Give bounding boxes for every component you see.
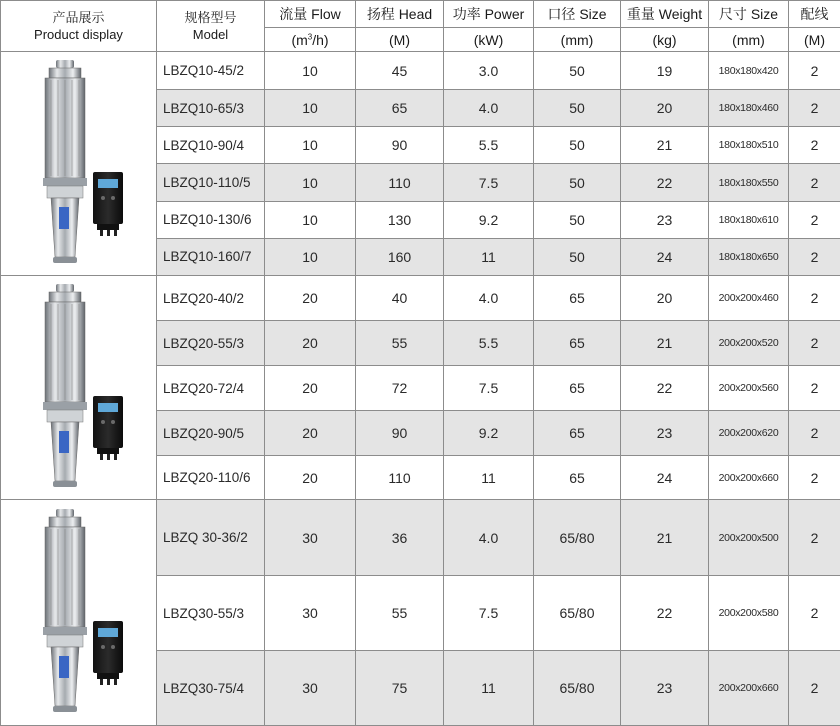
cell-weight: 19 [621, 52, 709, 90]
cell-size: 180x180x510 [709, 127, 789, 164]
cell-flow: 20 [265, 366, 356, 411]
cell-flow: 10 [265, 52, 356, 90]
cell-size: 200x200x620 [709, 411, 789, 456]
cell-model: LBZQ 30-36/2 [157, 500, 265, 576]
cell-power: 4.0 [444, 276, 534, 321]
cell-cable: 2 [789, 576, 840, 651]
cell-power: 11 [444, 456, 534, 500]
unit-weight: (kg) [621, 28, 709, 52]
cell-flow: 30 [265, 500, 356, 576]
cell-head: 55 [356, 321, 444, 366]
product-image-cell [1, 52, 157, 276]
cell-weight: 21 [621, 321, 709, 366]
cell-power: 9.2 [444, 201, 534, 238]
unit-head: (M) [356, 28, 444, 52]
cell-flow: 30 [265, 576, 356, 651]
cell-head: 65 [356, 90, 444, 127]
cell-head: 90 [356, 127, 444, 164]
cell-diameter: 50 [534, 164, 621, 201]
table-body [1, 52, 840, 726]
cell-head: 130 [356, 201, 444, 238]
cell-cable: 2 [789, 651, 840, 726]
cell-model: LBZQ10-45/2 [157, 52, 265, 90]
cell-size: 180x180x610 [709, 201, 789, 238]
cell-flow: 10 [265, 127, 356, 164]
cell-diameter: 50 [534, 52, 621, 90]
cell-power: 3.0 [444, 52, 534, 90]
header-weight: 重量 Weight [621, 1, 709, 28]
header-power: 功率 Power [444, 1, 534, 28]
cell-model: LBZQ20-90/5 [157, 411, 265, 456]
cell-diameter: 65 [534, 366, 621, 411]
cell-head: 110 [356, 456, 444, 500]
cell-cable: 2 [789, 366, 840, 411]
cell-size: 180x180x420 [709, 52, 789, 90]
cell-flow: 20 [265, 411, 356, 456]
cell-diameter: 65 [534, 456, 621, 500]
cell-cable: 2 [789, 500, 840, 576]
cell-size: 200x200x580 [709, 576, 789, 651]
cell-model: LBZQ20-110/6 [157, 456, 265, 500]
cell-cable: 2 [789, 201, 840, 238]
cell-cable: 2 [789, 90, 840, 127]
cell-head: 55 [356, 576, 444, 651]
cell-head: 36 [356, 500, 444, 576]
cell-weight: 22 [621, 576, 709, 651]
cell-flow: 10 [265, 164, 356, 201]
cell-size: 180x180x550 [709, 164, 789, 201]
product-image-cell [1, 276, 157, 500]
cell-model: LBZQ10-130/6 [157, 201, 265, 238]
table-row [1, 276, 840, 321]
cell-head: 90 [356, 411, 444, 456]
cell-head: 45 [356, 52, 444, 90]
cell-model: LBZQ30-55/3 [157, 576, 265, 651]
cell-model: LBZQ30-75/4 [157, 651, 265, 726]
cell-model: LBZQ10-90/4 [157, 127, 265, 164]
cell-head: 160 [356, 238, 444, 275]
cell-weight: 23 [621, 411, 709, 456]
table-row [1, 52, 840, 90]
header-product-en: Product display [1, 26, 156, 43]
cell-model: LBZQ10-110/5 [157, 164, 265, 201]
cell-weight: 20 [621, 90, 709, 127]
cell-flow: 30 [265, 651, 356, 726]
cell-power: 4.0 [444, 500, 534, 576]
table-header [1, 1, 840, 52]
cell-size: 200x200x660 [709, 651, 789, 726]
cell-cable: 2 [789, 52, 840, 90]
cell-diameter: 50 [534, 201, 621, 238]
cell-flow: 10 [265, 201, 356, 238]
cell-weight: 21 [621, 500, 709, 576]
cell-weight: 24 [621, 238, 709, 275]
unit-dimension: (mm) [709, 28, 789, 52]
cell-diameter: 65/80 [534, 651, 621, 726]
cell-cable: 2 [789, 127, 840, 164]
unit-flow: $(m^3/h)$ [265, 28, 356, 52]
pump-image [1, 52, 156, 272]
cell-model: LBZQ20-55/3 [157, 321, 265, 366]
cell-diameter: 65/80 [534, 576, 621, 651]
cell-head: 40 [356, 276, 444, 321]
unit-cable: (M) [789, 28, 840, 52]
cell-weight: 22 [621, 164, 709, 201]
cell-power: 11 [444, 238, 534, 275]
cell-cable: 2 [789, 456, 840, 500]
cell-head: 75 [356, 651, 444, 726]
cell-diameter: 65 [534, 321, 621, 366]
cell-weight: 24 [621, 456, 709, 500]
cell-diameter: 50 [534, 90, 621, 127]
unit-power: (kW) [444, 28, 534, 52]
cell-power: 7.5 [444, 366, 534, 411]
cell-size: 200x200x500 [709, 500, 789, 576]
cell-flow: 20 [265, 321, 356, 366]
table-row [1, 500, 840, 576]
header-diameter: 口径 Size [534, 1, 621, 28]
cell-power: 5.5 [444, 127, 534, 164]
cell-diameter: 65/80 [534, 500, 621, 576]
pump-image [1, 276, 156, 496]
cell-model: LBZQ20-40/2 [157, 276, 265, 321]
cell-flow: 10 [265, 238, 356, 275]
cell-weight: 23 [621, 201, 709, 238]
unit-diameter: (mm) [534, 28, 621, 52]
header-cable: 配线 [789, 1, 840, 28]
cell-power: 9.2 [444, 411, 534, 456]
cell-size: 200x200x660 [709, 456, 789, 500]
cell-cable: 2 [789, 411, 840, 456]
pump-image [1, 501, 156, 721]
cell-power: 4.0 [444, 90, 534, 127]
header-flow: 流量 Flow [265, 1, 356, 28]
header-head: 扬程 Head [356, 1, 444, 28]
cell-weight: 21 [621, 127, 709, 164]
cell-flow: 20 [265, 276, 356, 321]
cell-power: 5.5 [444, 321, 534, 366]
cell-diameter: 50 [534, 238, 621, 275]
header-product-cn: 产品展示 [1, 9, 156, 26]
header-dimension: 尺寸 Size [709, 1, 789, 28]
cell-size: 180x180x650 [709, 238, 789, 275]
cell-model: LBZQ20-72/4 [157, 366, 265, 411]
cell-model: LBZQ10-160/7 [157, 238, 265, 275]
cell-size: 200x200x460 [709, 276, 789, 321]
cell-cable: 2 [789, 164, 840, 201]
cell-model: LBZQ10-65/3 [157, 90, 265, 127]
cell-weight: 23 [621, 651, 709, 726]
header-product [1, 1, 157, 52]
cell-size: 200x200x560 [709, 366, 789, 411]
cell-power: 11 [444, 651, 534, 726]
cell-cable: 2 [789, 321, 840, 366]
cell-cable: 2 [789, 238, 840, 275]
header-model-en: Model [157, 26, 264, 43]
header-model [157, 1, 265, 52]
cell-cable: 2 [789, 276, 840, 321]
cell-diameter: 65 [534, 276, 621, 321]
cell-head: 110 [356, 164, 444, 201]
cell-size: 180x180x460 [709, 90, 789, 127]
cell-diameter: 65 [534, 411, 621, 456]
cell-size: 200x200x520 [709, 321, 789, 366]
cell-flow: 20 [265, 456, 356, 500]
cell-weight: 20 [621, 276, 709, 321]
cell-flow: 10 [265, 90, 356, 127]
cell-head: 72 [356, 366, 444, 411]
cell-weight: 22 [621, 366, 709, 411]
header-model-cn: 规格型号 [157, 9, 264, 26]
cell-power: 7.5 [444, 164, 534, 201]
product-image-cell [1, 500, 157, 726]
cell-power: 7.5 [444, 576, 534, 651]
cell-diameter: 50 [534, 127, 621, 164]
